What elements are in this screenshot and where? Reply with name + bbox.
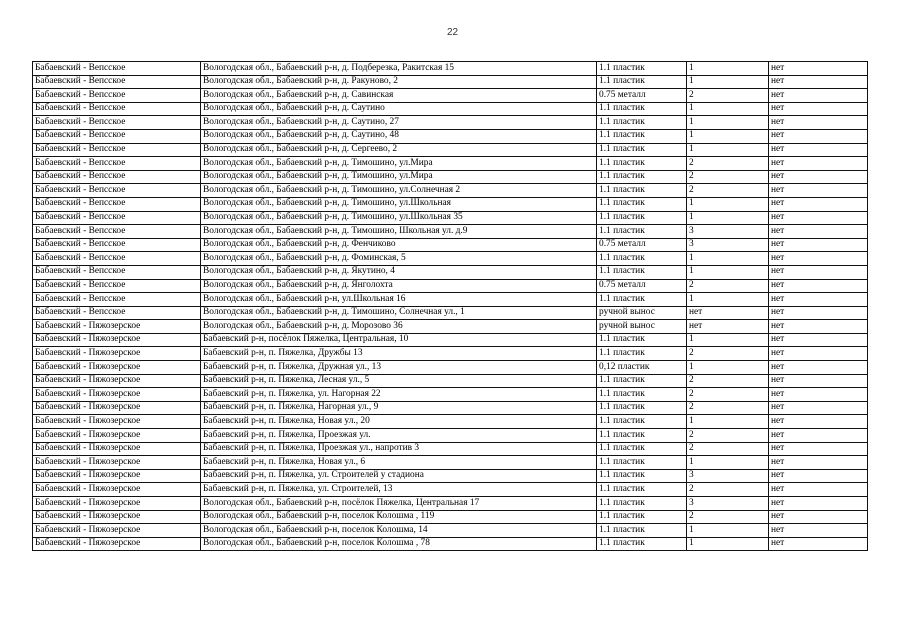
table-row — [33, 265, 868, 279]
table-row — [33, 374, 868, 388]
container-count-cell: 1 — [687, 143, 769, 157]
container-count-cell: нет — [687, 320, 769, 334]
container-type-cell: 1.1 пластик — [597, 252, 687, 266]
flag-cell: нет — [769, 401, 868, 415]
district-cell: Бабаевский - Пяжозерское — [33, 442, 201, 456]
district-cell: Бабаевский - Пяжозерское — [33, 497, 201, 511]
container-type-cell: 1.1 пластик — [597, 102, 687, 116]
table-row — [33, 62, 868, 76]
address-cell: Вологодская обл., Бабаевский р-н, д. Фенчиково — [201, 238, 597, 252]
flag-cell: нет — [769, 456, 868, 470]
table-row — [33, 456, 868, 470]
container-type-cell: 1.1 пластик — [597, 129, 687, 143]
address-cell: Бабаевский р-н, п. Пяжелка, Новая ул., 20 — [201, 415, 597, 429]
district-cell: Бабаевский - Вепсское — [33, 225, 201, 239]
district-cell: Бабаевский - Вепсское — [33, 293, 201, 307]
table-row — [33, 75, 868, 89]
flag-cell: нет — [769, 333, 868, 347]
table-row — [33, 293, 868, 307]
flag-cell: нет — [769, 388, 868, 402]
table-row — [33, 238, 868, 252]
district-cell: Бабаевский - Вепсское — [33, 157, 201, 171]
container-type-cell: 1.1 пластик — [597, 211, 687, 225]
district-cell: Бабаевский - Вепсское — [33, 62, 201, 76]
table-row — [33, 415, 868, 429]
container-count-cell: 3 — [687, 497, 769, 511]
address-cell: Бабаевский р-н, п. Пяжелка, ул. Строителей, 13 — [201, 483, 597, 497]
table-row — [33, 197, 868, 211]
container-type-cell: 1.1 пластик — [597, 170, 687, 184]
flag-cell: нет — [769, 170, 868, 184]
container-count-cell: 3 — [687, 469, 769, 483]
flag-cell: нет — [769, 497, 868, 511]
table-row — [33, 279, 868, 293]
container-type-cell: 1.1 пластик — [597, 265, 687, 279]
address-cell: Вологодская обл., Бабаевский р-н, д. Сергеево, 2 — [201, 143, 597, 157]
container-type-cell: 1.1 пластик — [597, 75, 687, 89]
address-cell: Бабаевский р-н, посёлок Пяжелка, Центральная, 10 — [201, 333, 597, 347]
container-type-cell: 1.1 пластик — [597, 442, 687, 456]
flag-cell: нет — [769, 537, 868, 551]
address-cell: Бабаевский р-н, п. Пяжелка, Лесная ул., 5 — [201, 374, 597, 388]
table-row — [33, 170, 868, 184]
table-row — [33, 184, 868, 198]
flag-cell: нет — [769, 116, 868, 130]
district-cell: Бабаевский - Вепсское — [33, 279, 201, 293]
container-count-cell: 1 — [687, 333, 769, 347]
table-row — [33, 116, 868, 130]
table-row — [33, 429, 868, 443]
table-row — [33, 102, 868, 116]
flag-cell: нет — [769, 415, 868, 429]
district-cell: Бабаевский - Вепсское — [33, 197, 201, 211]
container-type-cell: 1.1 пластик — [597, 184, 687, 198]
flag-cell: нет — [769, 102, 868, 116]
district-cell: Бабаевский - Вепсское — [33, 252, 201, 266]
district-cell: Бабаевский - Вепсское — [33, 238, 201, 252]
container-type-cell: 1.1 пластик — [597, 225, 687, 239]
container-count-cell: 2 — [687, 89, 769, 103]
container-type-cell: 1.1 пластик — [597, 388, 687, 402]
flag-cell: нет — [769, 211, 868, 225]
table-row — [33, 143, 868, 157]
district-cell: Бабаевский - Вепсское — [33, 265, 201, 279]
container-count-cell: 2 — [687, 170, 769, 184]
table-row — [33, 347, 868, 361]
container-count-cell: 1 — [687, 75, 769, 89]
address-cell: Вологодская обл., Бабаевский р-н, д. Тимошино, ул.Школьная — [201, 197, 597, 211]
flag-cell: нет — [769, 293, 868, 307]
address-cell: Вологодская обл., Бабаевский р-н, д. Саутино, 27 — [201, 116, 597, 130]
container-count-cell: 1 — [687, 361, 769, 375]
flag-cell: нет — [769, 279, 868, 293]
container-type-cell: 1.1 пластик — [597, 537, 687, 551]
district-cell: Бабаевский - Пяжозерское — [33, 415, 201, 429]
container-type-cell: 1.1 пластик — [597, 347, 687, 361]
address-cell: Вологодская обл., Бабаевский р-н, поселок Колошма , 78 — [201, 537, 597, 551]
container-count-cell: 1 — [687, 293, 769, 307]
container-count-cell: 1 — [687, 129, 769, 143]
district-cell: Бабаевский - Пяжозерское — [33, 429, 201, 443]
container-count-cell: 1 — [687, 524, 769, 538]
flag-cell: нет — [769, 75, 868, 89]
container-count-cell: 2 — [687, 184, 769, 198]
address-cell: Вологодская обл., Бабаевский р-н, д. Саутино — [201, 102, 597, 116]
container-type-cell: 0.75 металл — [597, 279, 687, 293]
district-cell: Бабаевский - Пяжозерское — [33, 401, 201, 415]
container-type-cell: 1.1 пластик — [597, 293, 687, 307]
table-row — [33, 89, 868, 103]
address-cell: Вологодская обл., Бабаевский р-н, д. Подберезка, Ракитская 15 — [201, 62, 597, 76]
table-row — [33, 401, 868, 415]
flag-cell: нет — [769, 129, 868, 143]
container-type-cell: 1.1 пластик — [597, 157, 687, 171]
container-type-cell: 1.1 пластик — [597, 143, 687, 157]
container-count-cell: 1 — [687, 197, 769, 211]
page-number: 22 — [446, 27, 459, 38]
table-body — [33, 62, 868, 551]
address-cell: Вологодская обл., Бабаевский р-н, д. Якутино, 4 — [201, 265, 597, 279]
flag-cell: нет — [769, 184, 868, 198]
container-count-cell: 1 — [687, 265, 769, 279]
table-row — [33, 252, 868, 266]
address-cell: Вологодская обл., Бабаевский р-н, д. Янголохта — [201, 279, 597, 293]
table-row — [33, 483, 868, 497]
container-type-cell: 0.75 металл — [597, 238, 687, 252]
table-row — [33, 497, 868, 511]
container-type-cell: 1.1 пластик — [597, 197, 687, 211]
flag-cell: нет — [769, 89, 868, 103]
flag-cell: нет — [769, 252, 868, 266]
district-cell: Бабаевский - Вепсское — [33, 184, 201, 198]
flag-cell: нет — [769, 238, 868, 252]
container-type-cell: 1.1 пластик — [597, 469, 687, 483]
container-type-cell: 1.1 пластик — [597, 116, 687, 130]
address-cell: Вологодская обл., Бабаевский р-н, д. Тимошино, ул.Школьная 35 — [201, 211, 597, 225]
container-type-cell: 0.75 металл — [597, 89, 687, 103]
container-type-cell: 1.1 пластик — [597, 510, 687, 524]
table-row — [33, 320, 868, 334]
container-count-cell: 2 — [687, 157, 769, 171]
flag-cell: нет — [769, 524, 868, 538]
table-row — [33, 333, 868, 347]
address-cell: Бабаевский р-н, п. Пяжелка, ул. Строителей у стадиона — [201, 469, 597, 483]
flag-cell: нет — [769, 265, 868, 279]
container-type-cell: 1.1 пластик — [597, 456, 687, 470]
district-cell: Бабаевский - Пяжозерское — [33, 469, 201, 483]
district-cell: Бабаевский - Вепсское — [33, 306, 201, 320]
district-cell: Бабаевский - Пяжозерское — [33, 388, 201, 402]
container-count-cell: 1 — [687, 456, 769, 470]
container-type-cell: 1.1 пластик — [597, 497, 687, 511]
container-count-cell: нет — [687, 306, 769, 320]
address-cell: Вологодская обл., Бабаевский р-н, ул.Школьная 16 — [201, 293, 597, 307]
district-cell: Бабаевский - Вепсское — [33, 102, 201, 116]
container-type-cell: 1.1 пластик — [597, 429, 687, 443]
address-cell: Вологодская обл., Бабаевский р-н, посёлок Пяжелка, Центральная 17 — [201, 497, 597, 511]
container-count-cell: 2 — [687, 401, 769, 415]
district-cell: Бабаевский - Пяжозерское — [33, 361, 201, 375]
table-row — [33, 211, 868, 225]
district-cell: Бабаевский - Пяжозерское — [33, 483, 201, 497]
address-cell: Бабаевский р-н, п. Пяжелка, Дружбы 13 — [201, 347, 597, 361]
table-row — [33, 129, 868, 143]
address-cell: Вологодская обл., Бабаевский р-н, д. Тимошино, ул.Солнечная 2 — [201, 184, 597, 198]
container-count-cell: 2 — [687, 510, 769, 524]
container-count-cell: 1 — [687, 62, 769, 76]
container-count-cell: 1 — [687, 116, 769, 130]
address-cell: Бабаевский р-н, п. Пяжелка, Проезжая ул. — [201, 429, 597, 443]
table-row — [33, 442, 868, 456]
address-cell: Вологодская обл., Бабаевский р-н, д. Фоминская, 5 — [201, 252, 597, 266]
container-type-cell: 1.1 пластик — [597, 483, 687, 497]
container-sites-table — [32, 61, 868, 551]
district-cell: Бабаевский - Пяжозерское — [33, 347, 201, 361]
table-row — [33, 510, 868, 524]
district-cell: Бабаевский - Пяжозерское — [33, 320, 201, 334]
address-cell: Бабаевский р-н, п. Пяжелка, Дружная ул., 13 — [201, 361, 597, 375]
district-cell: Бабаевский - Пяжозерское — [33, 510, 201, 524]
container-count-cell: 2 — [687, 347, 769, 361]
flag-cell: нет — [769, 306, 868, 320]
flag-cell: нет — [769, 429, 868, 443]
container-count-cell: 2 — [687, 388, 769, 402]
container-type-cell: 0,12 пластик — [597, 361, 687, 375]
container-count-cell: 2 — [687, 374, 769, 388]
district-cell: Бабаевский - Вепсское — [33, 89, 201, 103]
district-cell: Бабаевский - Пяжозерское — [33, 333, 201, 347]
flag-cell: нет — [769, 225, 868, 239]
address-cell: Вологодская обл., Бабаевский р-н, д. Тимошино, Школьная ул. д.9 — [201, 225, 597, 239]
district-cell: Бабаевский - Вепсское — [33, 129, 201, 143]
address-cell: Бабаевский р-н, п. Пяжелка, Новая ул., 6 — [201, 456, 597, 470]
address-cell: Вологодская обл., Бабаевский р-н, д. Тимошино, ул.Мира — [201, 170, 597, 184]
container-type-cell: 1.1 пластик — [597, 524, 687, 538]
table-row — [33, 361, 868, 375]
container-count-cell: 2 — [687, 279, 769, 293]
table-row — [33, 524, 868, 538]
container-type-cell: 1.1 пластик — [597, 333, 687, 347]
district-cell: Бабаевский - Вепсское — [33, 116, 201, 130]
address-cell: Вологодская обл., Бабаевский р-н, д. Ракуново, 2 — [201, 75, 597, 89]
container-type-cell: 1.1 пластик — [597, 401, 687, 415]
container-count-cell: 1 — [687, 102, 769, 116]
container-count-cell: 2 — [687, 483, 769, 497]
address-cell: Вологодская обл., Бабаевский р-н, д. Тимошино, ул.Мира — [201, 157, 597, 171]
district-cell: Бабаевский - Вепсское — [33, 143, 201, 157]
flag-cell: нет — [769, 361, 868, 375]
flag-cell: нет — [769, 442, 868, 456]
flag-cell: нет — [769, 469, 868, 483]
district-cell: Бабаевский - Пяжозерское — [33, 537, 201, 551]
container-type-cell: ручной вынос — [597, 320, 687, 334]
container-type-cell: 1.1 пластик — [597, 374, 687, 388]
container-type-cell: ручной вынос — [597, 306, 687, 320]
container-type-cell: 1.1 пластик — [597, 62, 687, 76]
address-cell: Бабаевский р-н, п. Пяжелка, Проезжая ул., напротив 3 — [201, 442, 597, 456]
container-count-cell: 2 — [687, 429, 769, 443]
address-cell: Вологодская обл., Бабаевский р-н, д. Тимошино, Солнечная ул., 1 — [201, 306, 597, 320]
table-row — [33, 157, 868, 171]
address-cell: Вологодская обл., Бабаевский р-н, д. Морозово 36 — [201, 320, 597, 334]
address-cell: Вологодская обл., Бабаевский р-н, поселок Колошма , 119 — [201, 510, 597, 524]
container-count-cell: 3 — [687, 238, 769, 252]
district-cell: Бабаевский - Пяжозерское — [33, 374, 201, 388]
address-cell: Бабаевский р-н, п. Пяжелка, ул. Нагорная 22 — [201, 388, 597, 402]
district-cell: Бабаевский - Пяжозерское — [33, 524, 201, 538]
container-type-cell: 1.1 пластик — [597, 415, 687, 429]
district-cell: Бабаевский - Вепсское — [33, 211, 201, 225]
address-cell: Вологодская обл., Бабаевский р-н, поселок Колошма, 14 — [201, 524, 597, 538]
container-count-cell: 2 — [687, 442, 769, 456]
flag-cell: нет — [769, 320, 868, 334]
flag-cell: нет — [769, 483, 868, 497]
flag-cell: нет — [769, 143, 868, 157]
table-row — [33, 306, 868, 320]
container-count-cell: 1 — [687, 415, 769, 429]
container-count-cell: 1 — [687, 252, 769, 266]
address-cell: Вологодская обл., Бабаевский р-н, д. Саутино, 48 — [201, 129, 597, 143]
flag-cell: нет — [769, 510, 868, 524]
table-row — [33, 469, 868, 483]
container-count-cell: 1 — [687, 211, 769, 225]
flag-cell: нет — [769, 157, 868, 171]
district-cell: Бабаевский - Пяжозерское — [33, 456, 201, 470]
table-row — [33, 537, 868, 551]
address-cell: Бабаевский р-н, п. Пяжелка, Нагорная ул., 9 — [201, 401, 597, 415]
table-row — [33, 225, 868, 239]
table-row — [33, 388, 868, 402]
district-cell: Бабаевский - Вепсское — [33, 170, 201, 184]
district-cell: Бабаевский - Вепсское — [33, 75, 201, 89]
container-count-cell: 1 — [687, 537, 769, 551]
flag-cell: нет — [769, 347, 868, 361]
flag-cell: нет — [769, 374, 868, 388]
address-cell: Вологодская обл., Бабаевский р-н, д. Савинская — [201, 89, 597, 103]
flag-cell: нет — [769, 197, 868, 211]
container-count-cell: 3 — [687, 225, 769, 239]
flag-cell: нет — [769, 62, 868, 76]
